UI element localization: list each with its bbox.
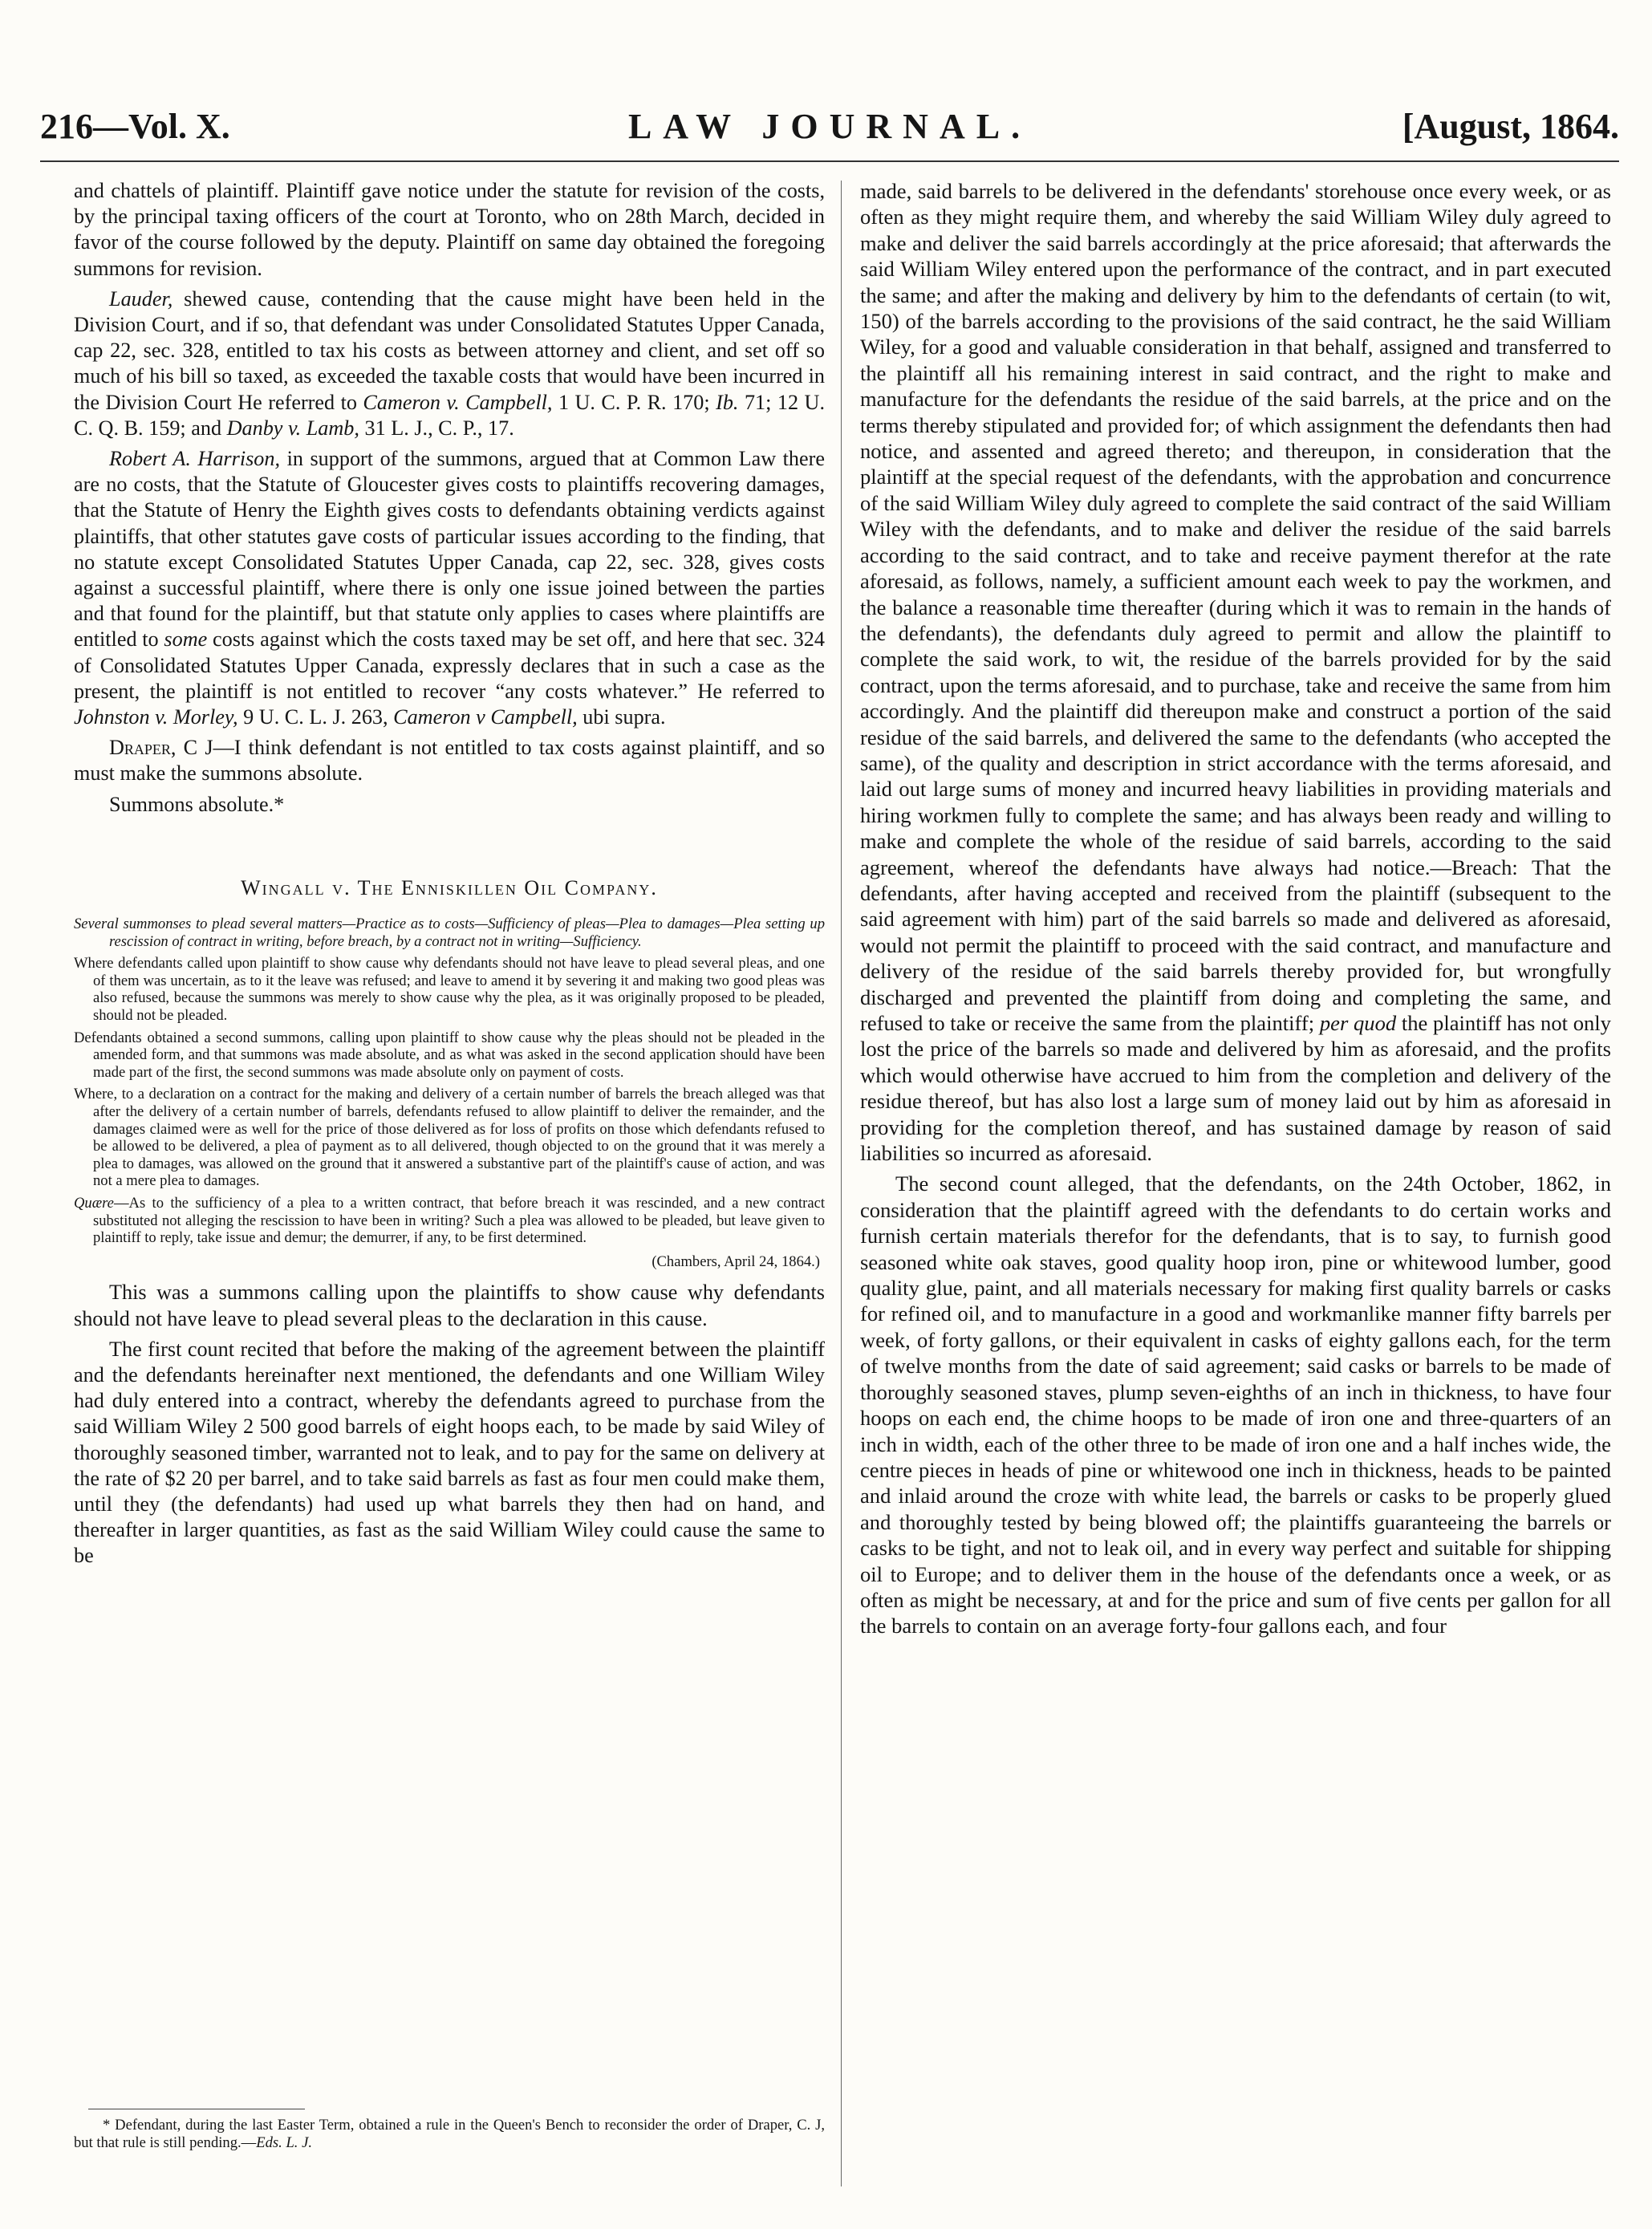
case-citation: Cameron v. Campbell, — [363, 390, 553, 414]
paragraph: This was a summons calling upon the plaintiffs to show cause why defendants should not have leave to plead several pleas to the declaration in this cause. — [74, 1281, 825, 1330]
right-column — [860, 178, 1611, 1639]
headnote-query — [74, 1195, 825, 1247]
order-line: Summons absolute.* — [109, 792, 285, 816]
page-header — [40, 96, 1619, 152]
paragraph: The first count recited that before the making of the agreement between the plaintiff and the defendants hereinafter next mentioned, the defendants and one William Wiley had duly entered into a contract, whereby the defendants agreed to purchase from the said William Wiley 2 500 good barrels of eight hoops each, to be made by said Wiley of thoroughly seasoned timber, warranted not to leak, and to pay for the same on delivery at the rate of $2 20 per barrel, and to take said barrels as fast as four men could make them, until they (the defendants) had used up what barrels they then had on hand, and thereafter in larger quantities, as fast as the said William Wiley could cause the same to be — [74, 1337, 825, 1568]
text-run: in support of the summons, argued that at Common Law there are no costs, that the Statute of Gloucester gives costs to plaintiffs recovering damages, that the Statute of Henry the Eighth gives costs to defendants obtaining verdicts against plaintiffs, that other statutes gave costs of particular issues according to the finding, that no statute except Consolidated Statutes Upper Canada, cap 22, sec. 328, gives costs against a successful plaintiff, where there is only one issue joined between the parties and that found for the plaintiff, but that statute only applies to cases where plaintiffs are entitled to — [74, 447, 825, 652]
issue-date: [August, 1864. — [1402, 107, 1619, 146]
case-citation: Johnston v. Morley, — [74, 705, 238, 729]
text-run: 71; 12 U. C. Q. B. 159; and — [74, 390, 825, 440]
header-rule — [40, 160, 1619, 162]
case-citation: Ib. — [716, 390, 739, 414]
text-run: —I think defendant is not entitled to tax costs against plaintiff, and so must make the summons absolute. — [74, 736, 825, 786]
counsel-name: Lauder, — [109, 286, 173, 311]
column-divider — [841, 181, 842, 2186]
case-citation: Cameron v Campbell, — [393, 705, 578, 729]
text-run: costs against which the costs taxed may be set off, and here that sec. 324 of Consolidated Statutes Upper Canada, expressly declares that in such a case as the present, the plaintiff is not entitled to recover “any costs whatever.” He referred to — [74, 627, 825, 703]
headnote: Where defendants called upon plaintiff to show cause why defendants should not have leave to plead several pleas, and one of them was uncertain, as to it the leave was refused; and leave to amend it by severing it and making two good pleas was also refused, because the summons was merely to show cause why the plea, as it was originally proposed to be pleaded, should not be pleaded. — [74, 955, 825, 1025]
paragraph — [74, 286, 825, 441]
text-run: 9 U. C. L. J. 263, — [237, 705, 394, 729]
case-citation: Danby v. Lamb, — [226, 416, 359, 440]
emphasis: per quod — [1319, 1011, 1397, 1035]
headnotes — [74, 916, 825, 1270]
headnote-summary: Several summonses to plead several matters—Practice as to costs—Sufficiency of pleas—Plea to damages—Plea setting up rescission of contract in writing, before breach, by a contract not in writing—Sufficiency. — [74, 916, 825, 950]
text-run: made, said barrels to be delivered in the defendants' storehouse once every week, or as often as they might require them, and whereby the said William Wiley duly agreed to make and deliver the said barrels accordingly at the price aforesaid; that afterwards the said William Wiley entered upon the performance of the contract, and in part executed the same; and after the making and delivery by him to the defendants of certain (to wit, 150) of the barrels according to the provisions of the said contract, he the said William Wiley, for a good and valuable consideration in that behalf, assigned and transferred to the plaintiff all his remaining interest in said contract, and the right to make and manufacture for the defendants the residue of the said barrels, at the price and on the terms thereby stipulated and provided for; of which assignment the defendants then had notice, and assented and agreed thereto; and thereupon, in consideration that the plaintiff at the special request of the defendants, with the approbation and concurrence of the said William Wiley duly agreed to complete the said contract of the said William Wiley with the defendants, and to make and deliver the residue of the said barrels according to the said contract, and to take and receive payment therefor at the rate aforesaid, as follows, namely, a sufficient amount each week to pay the workmen, and the balance a reasonable time thereafter (during which it was to remain in the hands of the defendants), the defendants duly agreed to permit and allow the plaintiff to complete the said work, to wit, the residue of the barrels provided for by the said contract, upon the terms aforesaid, and to purchase, take and receive the same from him accordingly. And the plaintiff did thereupon make and construct a portion of the said residue of the said barrels, and delivered the same to the defendants (who accepted the same), of the quality and description in strict accordance with the terms aforesaid, and laid out large sums of money and incurred heavy liabilities in providing materials and hiring workmen fully to complete the same; and has always been ready and willing to make and complete the whole of the residue of said barrels, according to the said agreement, whereof the defendants have always had notice.—Breach: That the defendants, after having accepted and received from the plaintiff (subsequent to the said agreement with him) part of the said barrels so made and delivered as aforesaid, would not permit the plaintiff to proceed with the said contract, and manufacture and delivery of the residue of the said barrels thereby provided for, but wrongfully discharged and prevented the plaintiff from doing and completing the same, and refused to take or receive the same from the plaintiff; — [860, 179, 1611, 1035]
emphasis: some — [164, 627, 208, 652]
headnote: Where, to a declaration on a contract for the making and delivery of a certain number of barrels the breach alleged was that after the delivery of a certain number of barrels, defendants refused to allow plaintiff to deliver the remainder, and the damages claimed were as well for the price of those delivered as for loss of profits on those which defendants refused to be allowed to be delivered, a plea of payment as to all delivered, though objected to on the ground that it was merely a plea to damages, was allowed on the ground that it answered a substantive part of the plaintiff's cause of action, and was not a mere plea to damages. — [74, 1086, 825, 1190]
judge-name: Draper, C J — [109, 736, 213, 760]
text-run: * Defendant, during the last Easter Term, obtained a rule in the Queen's Bench to reconsider the order of Draper, C. J, but that rule is still pending.— — [74, 2117, 825, 2151]
text-run: ubi supra. — [577, 705, 666, 729]
page-volume-number: 216—Vol. X. — [40, 107, 230, 146]
paragraph: The second count alleged, that the defendants, on the 24th October, 1862, in consideration that the plaintiff agreed with the defendants to do certain works and furnish certain materials therefor for the defendants, that is to say, to furnish good seasoned white oak staves, good quality hoop iron, pine or whitewood lumber, good quality glue, paint, and all materials necessary for making first quality barrels or casks for refined oil, and to manufacture in a good and workmanlike manner fifty barrels per week, of forty gallons, or their equivalent in casks of eighty gallons each, for the term of twelve months from the date of said agreement; said casks or barrels to be made of thoroughly seasoned staves, plump seven-eighths of an inch in thickness, to have four hoops on each end, the chime hoops to be made of iron one and three-quarters of an inch in width, each of the other three to be made of iron one and a half inches wide, the centre pieces in heads of pine or whitewood one inch in thickness, heads to be painted and inlaid around the croze with white lead, the barrels or casks to be properly glued and thoroughly tested by being blowed off; the plaintiffs guaranteeing the barrels or casks to be tight, and not to leak oil, and in every way perfect and suitable for shipping oil to Europe; and to deliver them in the house of the defendants once a week, or as often as might be necessary, at and for the price and sum of five cents per gallon for all the barrels to contain on an average forty-four gallons each, and four — [860, 1171, 1611, 1638]
paragraph — [74, 446, 825, 730]
footnote-text — [74, 2117, 825, 2152]
text-run: 31 L. J., C. P., 17. — [359, 416, 514, 440]
paragraph: and chattels of plaintiff. Plaintiff gave notice under the statute for revision of the costs, by the principal taxing officers of the court at Toronto, who on 28th March, decided in favor of the course followed by the deputy. Plaintiff on same day obtained the foregoing summons for revision. — [74, 179, 825, 280]
headnote: Defendants obtained a second summons, calling upon plaintiff to show cause why the pleas should not be pleaded in the amended form, and that summons was made absolute, and as what was asked in the second application should have been made part of the first, the second summons was made absolute only on payment of costs. — [74, 1029, 825, 1081]
text-run: shewed cause, contending that the cause might have been held in the Division Court, and if so, that defendant was under Consolidated Statutes Upper Canada, cap 22, sec. 328, entitled to tax his costs as between attorney and client, and set off so much of his bill so taxed, as exceeded the taxable costs that would have been incurred in the Division Court He referred to — [74, 286, 825, 414]
judgment-paragraph — [74, 735, 825, 786]
paragraph — [860, 178, 1611, 1166]
quaere-label: Quære — [74, 1194, 114, 1212]
case-title: Wingall v. The Enniskillen Oil Company. — [241, 875, 658, 899]
text-run: the plaintiff has not only lost the price of the barrels so made and delivered by him as aforesaid, and the profits which would otherwise have accrued to him from the completion and delivery of the residue thereof, but has also lost a large sum of money laid out by him as aforesaid in providing for the completion thereof, and has sustained damage by reason of said liabilities so incurred as aforesaid. — [860, 1011, 1611, 1166]
left-column — [74, 178, 825, 1569]
footnote — [74, 2117, 825, 2152]
editors-signature: Eds. L. J. — [256, 2134, 312, 2151]
journal-title: LAW JOURNAL. — [627, 107, 1032, 146]
counsel-name: Robert A. Harrison, — [109, 447, 281, 471]
text-run: —As to the sufficiency of a plea to a written contract, that before breach it was rescinded, and a new contract substituted not alleging the rescission to have been in writing? Such a plea was allowed to be pleaded, but leave given to plaintiff to reply, take issue and demur; the demurrer, if any, to be first determined. — [93, 1194, 825, 1247]
text-run: 1 U. C. P. R. 170; — [552, 390, 716, 414]
court-date: (Chambers, April 24, 1864.) — [651, 1253, 820, 1270]
